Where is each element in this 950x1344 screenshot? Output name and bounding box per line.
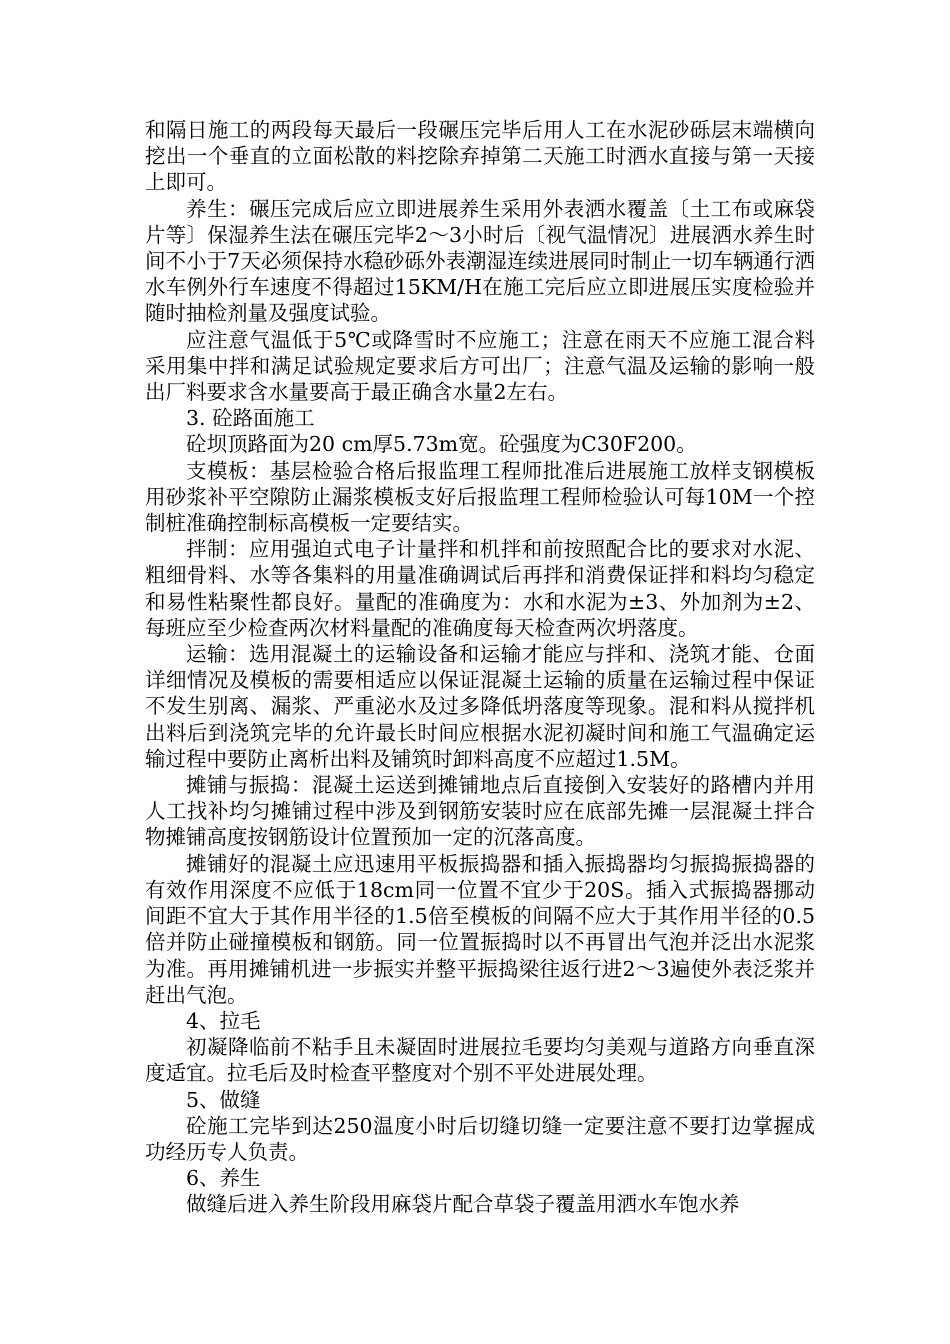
paragraph-weather-notes: 应注意气温低于5℃或降雪时不应施工；注意在雨天不应施工混合料采用集中拌和满足试验规定要求后方可出厂；注意气温及运输的影响一般出厂料要求含水量要高于最正确含水量2左右。 [145, 327, 815, 405]
paragraph-formwork: 支模板：基层检验合格后报监理工程师批准后进展施工放样支钢模板用砂浆补平空隙防止漏浆模板支好后报监理工程师检验认可每10M一个控制桩准确控制标高模板一定要结实。 [145, 458, 815, 536]
section-heading-curing: 6、养生 [186, 1166, 261, 1191]
paragraph-transport: 运输：选用混凝土的运输设备和运输才能应与拌和、浇筑才能、仓面详细情况及模板的需要相适应以保证混凝土运输的质量在运输过程中保证不发生别离、漏浆、严重泌水及过多降低坍落度等现象。混和料从搅拌机出料后到浇筑完毕的允许最长时间应根据水泥初凝时间和施工气温确定运输过程中要防止离析出料及铺筑时卸料高度不应超过1.5M。 [145, 642, 815, 771]
section-heading-joints: 5、做缝 [186, 1087, 261, 1112]
section-heading-concrete-road: 3. 砼路面施工 [186, 406, 315, 431]
section-heading-texturing: 4、拉毛 [186, 1008, 261, 1033]
paragraph-texturing: 初凝降临前不粘手且未凝固时进展拉毛要均匀美观与道路方向垂直深度适宜。拉毛后及时检查平整度对个别不平处进展处理。 [145, 1035, 815, 1086]
paragraph-joints: 砼施工完毕到达250温度小时后切缝切缝一定要注意不要打边掌握成功经历专人负责。 [145, 1113, 815, 1164]
paragraph-road-spec: 砼坝顶路面为20 cm厚5.73m宽。砼强度为C30F200。 [186, 432, 697, 457]
paragraph-curing: 养生：碾压完成后应立即进展养生采用外表洒水覆盖〔土工布或麻袋片等〕保湿养生法在碾压完毕2～3小时后〔视气温情况〕进展洒水养生时间不小于7天必须保持水稳砂砾外表潮湿连续进展同时制止一切车辆通行洒水车例外行车速度不得超过15KM/H在施工完后应立即进展压实度检验并随时抽检剂量及强度试验。 [145, 196, 815, 326]
paragraph-mixing: 拌制：应用强迫式电子计量拌和机拌和前按照配合比的要求对水泥、粗细骨料、水等各集料的用量准确调试后再拌和消费保证拌和料均匀稳定和易性粘聚性都良好。量配的准确度为：水和水泥为±3、外加剂为±2、每班应至少检查两次材料量配的准确度每天检查两次坍落度。 [145, 537, 815, 640]
paragraph-vibration-detail: 摊铺好的混凝土应迅速用平板振捣器和插入振捣器均匀振捣振捣器的有效作用深度不应低于18cm同一位置不宜少于20S。插入式振捣器挪动间距不宜大于其作用半径的1.5倍至模板的间隔不应大于其作用半径的0.5倍并防止碰撞模板和钢筋。同一位置振捣时以不再冒出气泡并泛出水泥浆为准。再用摊铺机进一步振实并整平振捣梁往返行进2～3遍使外表泛浆并赶出气泡。 [145, 851, 815, 1007]
paragraph-curing-final: 做缝后进入养生阶段用麻袋片配合草袋子覆盖用洒水车饱水养 [186, 1192, 740, 1217]
paragraph-body: 和隔日施工的两段每天最后一段碾压完毕后用人工在水泥砂砾层末端横向挖出一个垂直的立面松散的料挖除弃掉第二天施工时洒水直接与第一天接上即可。 [145, 118, 815, 195]
paragraph-paving-vibration: 摊铺与振捣：混凝土运送到摊铺地点后直接倒入安装好的路槽内并用人工找补均匀摊铺过程中涉及到钢筋安装时应在底部先摊一层混凝土拌合物摊铺高度按钢筋设计位置预加一定的沉落高度。 [145, 773, 815, 850]
document-page [145, 117, 815, 1218]
